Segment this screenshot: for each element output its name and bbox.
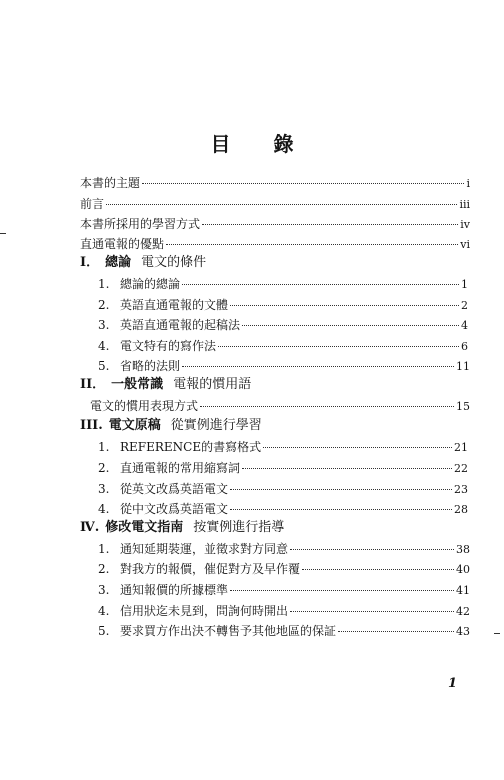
toc-entry-text: 從英文改爲英語電文 bbox=[120, 482, 229, 496]
toc-entry-text: 直通電報的優點 bbox=[80, 237, 165, 251]
section-subtitle: 電文的條件 bbox=[141, 255, 207, 270]
entry-number: 5. bbox=[98, 624, 110, 638]
section-subtitle: 從實例進行學習 bbox=[170, 418, 262, 433]
entry-number: 3. bbox=[98, 583, 110, 597]
toc-entry-text: 通知延期裝運，並徵求對方同意 bbox=[120, 542, 289, 556]
toc-entry bbox=[98, 460, 468, 477]
page-number: 1 bbox=[448, 676, 458, 691]
entry-number: 2. bbox=[98, 298, 110, 312]
section-heading bbox=[80, 418, 262, 434]
leader-dots bbox=[290, 548, 454, 550]
leader-dots bbox=[230, 589, 454, 591]
leader-dots bbox=[230, 304, 459, 306]
toc-entry bbox=[98, 561, 470, 578]
leader-dots bbox=[218, 345, 459, 347]
toc-entry bbox=[98, 297, 468, 314]
toc-entry-page: 6 bbox=[461, 340, 468, 353]
toc-entry bbox=[90, 398, 470, 415]
leader-dots bbox=[182, 283, 459, 285]
toc-entry bbox=[80, 236, 470, 253]
leader-dots bbox=[290, 610, 454, 612]
section-numeral: II． bbox=[80, 377, 106, 392]
toc-entry-page: 23 bbox=[454, 483, 468, 496]
leader-dots bbox=[230, 508, 452, 510]
toc-entry bbox=[98, 623, 470, 640]
toc-entry-page: vi bbox=[460, 238, 470, 251]
entry-number: 3. bbox=[98, 482, 110, 496]
toc-entry-text: 直通電報的常用縮寫詞 bbox=[120, 461, 241, 475]
entry-number: 4. bbox=[98, 339, 110, 353]
toc-entry-page: 4 bbox=[461, 319, 468, 332]
scan-mark bbox=[494, 633, 500, 634]
toc-entry bbox=[98, 582, 470, 599]
section-numeral: Ⅳ. bbox=[80, 520, 100, 535]
section-title: 修改電文指南 bbox=[105, 520, 184, 535]
toc-entry bbox=[98, 481, 468, 498]
toc-entry-page: 38 bbox=[456, 543, 470, 556]
toc-entry-text: 省略的法則 bbox=[120, 359, 181, 373]
toc-entry bbox=[98, 501, 468, 518]
leader-dots bbox=[263, 446, 452, 448]
toc-entry bbox=[98, 338, 468, 355]
leader-dots bbox=[242, 324, 459, 326]
toc-entry-text: 信用狀迄未見到，問詢何時開出 bbox=[120, 604, 289, 618]
toc-entry-text: 從中文改爲英語電文 bbox=[120, 502, 229, 516]
section-title: 電文原稿 bbox=[108, 418, 161, 433]
toc-entry-page: 43 bbox=[456, 625, 470, 638]
leader-dots bbox=[302, 568, 454, 570]
toc-entry bbox=[98, 541, 470, 558]
scan-mark bbox=[0, 233, 6, 234]
leader-dots bbox=[338, 630, 454, 632]
section-numeral: I． bbox=[80, 255, 100, 270]
entry-number: 4. bbox=[98, 604, 110, 618]
toc-entry-text: 本書的主題 bbox=[80, 176, 141, 190]
toc-entry-page: 40 bbox=[456, 563, 470, 576]
toc-entry-text: 要求買方作出決不轉售予其他地區的保証 bbox=[120, 624, 337, 638]
entry-number: 2. bbox=[98, 562, 110, 576]
toc-entry-text: REFERENCE的書寫格式 bbox=[120, 440, 262, 454]
section-heading bbox=[80, 520, 284, 536]
toc-entry-text: 通知報價的所據標準 bbox=[120, 583, 229, 597]
toc-entry-page: 41 bbox=[456, 584, 470, 597]
toc-entry-page: 22 bbox=[454, 462, 468, 475]
toc-entry-page: 11 bbox=[456, 360, 470, 373]
leader-dots bbox=[230, 488, 452, 490]
toc-entry-page: 15 bbox=[456, 400, 470, 413]
toc-entry bbox=[98, 358, 470, 375]
toc-entry bbox=[98, 317, 468, 334]
leader-dots bbox=[242, 467, 452, 469]
toc-entry-page: 1 bbox=[461, 278, 468, 291]
toc-entry bbox=[80, 196, 470, 213]
toc-entry-text: 總論的總論 bbox=[120, 277, 181, 291]
toc-entry-text: 電文特有的寫作法 bbox=[120, 339, 217, 353]
toc-entry-page: 21 bbox=[454, 441, 468, 454]
toc-entry bbox=[98, 439, 468, 456]
leader-dots bbox=[200, 405, 454, 407]
section-title: 一般常識 bbox=[111, 377, 164, 392]
toc-entry-page: 2 bbox=[461, 299, 468, 312]
entry-number: 2. bbox=[98, 461, 110, 475]
toc-entry-page: 28 bbox=[454, 503, 468, 516]
section-heading bbox=[80, 255, 206, 271]
page-title: 目 錄 bbox=[210, 132, 312, 156]
section-numeral: III. bbox=[80, 418, 103, 433]
leader-dots bbox=[182, 365, 454, 367]
leader-dots bbox=[106, 203, 457, 205]
leader-dots bbox=[166, 243, 458, 245]
entry-number: 1. bbox=[98, 277, 110, 291]
leader-dots bbox=[202, 223, 458, 225]
entry-number: 1. bbox=[98, 542, 110, 556]
toc-entry bbox=[98, 276, 468, 293]
toc-entry-page: i bbox=[466, 177, 470, 190]
toc-entry bbox=[80, 216, 470, 233]
toc-entry-text: 對我方的報價，催促對方及早作覆 bbox=[120, 562, 301, 576]
section-heading bbox=[80, 377, 251, 393]
toc-entry bbox=[98, 603, 470, 620]
entry-number: 3. bbox=[98, 318, 110, 332]
toc-entry-text: 本書所採用的學習方式 bbox=[80, 217, 201, 231]
toc-entry-text: 英語直通電報的文體 bbox=[120, 298, 229, 312]
leader-dots bbox=[142, 182, 464, 184]
toc-entry bbox=[80, 175, 470, 192]
toc-entry-page: iv bbox=[460, 218, 470, 231]
toc-entry-text: 英語直通電報的起稿法 bbox=[120, 318, 241, 332]
toc-entry-page: iii bbox=[459, 198, 470, 211]
section-subtitle: 按實例進行指導 bbox=[193, 520, 285, 535]
entry-number: 1. bbox=[98, 440, 110, 454]
toc-entry-text: 前言 bbox=[80, 197, 105, 211]
entry-number: 5. bbox=[98, 359, 110, 373]
entry-number: 4. bbox=[98, 502, 110, 516]
toc-entry-text: 電文的慣用表現方式 bbox=[90, 399, 199, 413]
section-subtitle: 電報的慣用語 bbox=[173, 377, 252, 392]
toc-entry-page: 42 bbox=[456, 605, 470, 618]
section-title: 總論 bbox=[105, 255, 132, 270]
